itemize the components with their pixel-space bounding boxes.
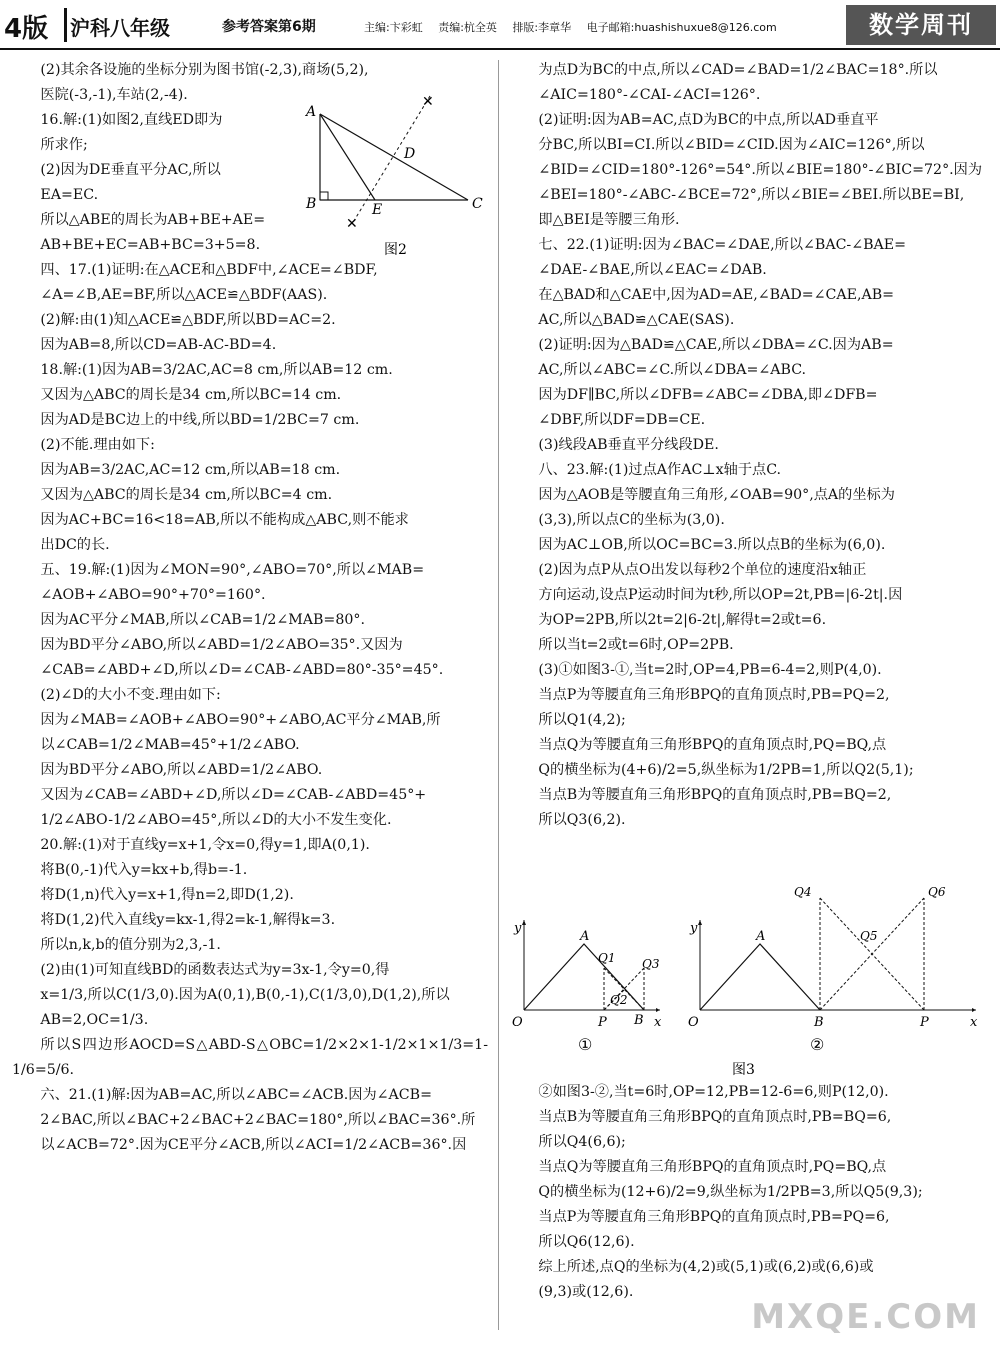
left-line: 因为AC平分∠MAB,所以∠CAB=1/2∠MAB=80°.: [40, 612, 365, 628]
left-line: (2)解:由(1)知△ACE≌△BDF,所以BD=AC=2.: [40, 312, 336, 328]
right-column-bottom: [510, 1080, 986, 1305]
left-line: 18.解:(1)因为AB=3/2AC,AC=8 cm,所以AB=12 cm.: [40, 362, 393, 378]
watermark: MXQE.COM: [751, 1297, 980, 1337]
fig3-2-q6: Q6: [928, 885, 946, 899]
fig3-2-y: y: [690, 921, 698, 936]
right-line: 即△BEI是等腰三角形.: [538, 212, 680, 228]
layout-editor: 排版:李章华: [512, 21, 572, 34]
right-line: 因为AC⊥OB,所以OC=BC=3.所以点B的坐标为(6,0).: [538, 537, 886, 553]
fig3-1-o: O: [512, 1015, 523, 1030]
right-line: 所以当t=2或t=6时,OP=2PB.: [538, 637, 734, 653]
fig3-2-caption: ②: [810, 1035, 825, 1054]
page-header: [0, 0, 1000, 52]
left-line: 因为AB=8,所以CD=AB-AC-BD=4.: [40, 337, 277, 353]
right-line: 当点B为等腰直角三角形BPQ的直角顶点时,PB=BQ=2,: [538, 787, 892, 803]
right-line: 因为DF∥BC,所以∠DFB=∠ABC=∠DBA,即∠DFB=: [538, 387, 878, 403]
left-line: 20.解:(1)对于直线y=x+1,令x=0,得y=1,即A(0,1).: [40, 837, 370, 853]
left-line: (2)∠D的大小不变.理由如下:: [40, 687, 221, 703]
left-line: EA=EC.: [40, 187, 99, 203]
left-line: 五、19.解:(1)因为∠MON=90°,∠ABO=70°,所以∠MAB=: [40, 562, 425, 578]
right-line: ∠DBF,所以DF=DB=CE.: [538, 412, 706, 428]
left-line: 将D(1,n)代入y=x+1,得n=2,即D(1,2).: [40, 887, 294, 903]
figure-2: [300, 92, 496, 262]
fig3-2-p: P: [920, 1015, 929, 1030]
fig3-caption: 图3: [732, 1062, 755, 1078]
right-line: (3)线段AB垂直平分线段DE.: [538, 437, 719, 453]
figure-3: [510, 880, 986, 1080]
right2-line: 当点P为等腰直角三角形BPQ的直角顶点时,PB=PQ=6,: [538, 1209, 890, 1225]
staff-info: [364, 19, 789, 35]
figure-3-1: [512, 920, 662, 1054]
fig2-label-e: E: [372, 202, 383, 218]
fig2-label-d: D: [404, 146, 416, 162]
issue-label: 参考答案第6期: [222, 19, 316, 35]
left-line: 因为∠MAB=∠AOB+∠ABO=90°+∠ABO,AC平分∠MAB,所: [40, 712, 441, 728]
left-line: 医院(-3,-1),车站(2,-4).: [40, 87, 188, 103]
left-line: (2)不能.理由如下:: [40, 437, 155, 453]
left-line: 又因为△ABC的周长是34 cm,所以BC=4 cm.: [40, 487, 333, 503]
fig3-1-x: x: [654, 1015, 662, 1030]
left-line: ∠AOB+∠ABO=90°+70°=160°.: [40, 587, 266, 603]
right-line: 所以Q3(6,2).: [538, 812, 626, 828]
fig3-2-a: A: [756, 929, 766, 944]
fig3-1-q1: Q1: [598, 951, 616, 965]
right2-line: 所以Q4(6,6);: [538, 1134, 626, 1150]
left-line: 将D(1,2)代入直线y=kx-1,得2=k-1,解得k=3.: [40, 912, 336, 928]
right-line: ∠BEI=180°-∠ABC-∠BCE=72°,所以∠BIE=∠BEI.所以BE=BI,: [538, 187, 965, 203]
right-line: 为OP=2PB,所以2t=2|6-2t|,解得t=2或t=6.: [538, 612, 827, 628]
right2-line: Q的横坐标为(12+6)/2=9,纵坐标为1/2PB=3,所以Q5(9,3);: [538, 1184, 923, 1200]
left-line: ∠A=∠B,AE=BF,所以△ACE≌△BDF(AAS).: [40, 287, 328, 303]
right-line: (2)证明:因为△BAD≌△CAE,所以∠DBA=∠C.因为AB=: [538, 337, 894, 353]
left-line: 将B(0,-1)代入y=kx+b,得b=-1.: [40, 862, 248, 878]
left-line: AB+BE+EC=AB+BC=3+5=8.: [40, 237, 261, 253]
edition-label: 4版: [4, 14, 49, 44]
right-line: ∠BID=∠CID=180°-126°=54°.所以∠BIE=180°-∠BIC=72°.因为: [538, 162, 983, 178]
column-divider: [498, 60, 499, 1330]
fig2-label-c: C: [472, 196, 483, 212]
svg-text:✕: ✕: [422, 94, 434, 110]
right-column: [510, 58, 986, 833]
fig3-1-caption: ①: [578, 1035, 593, 1054]
left-line: 所以n,k,b的值分别为2,3,-1.: [40, 937, 221, 953]
header-separator: [64, 8, 67, 42]
fig3-2-b: B: [814, 1015, 824, 1030]
fig3-1-p: P: [598, 1015, 607, 1030]
left-line: (2)其余各设施的坐标分别为图书馆(-2,3),商场(5,2),: [40, 62, 369, 78]
left-line: 四、17.(1)证明:在△ACE和△BDF中,∠ACE=∠BDF,: [40, 262, 378, 278]
left-line: ∠CAB=∠ABD+∠D,所以∠D=∠CAB-∠ABD=80°-35°=45°.: [40, 662, 444, 678]
right2-line: (9,3)或(12,6).: [538, 1284, 634, 1300]
right-line: ∠AIC=180°-∠CAI-∠ACI=126°.: [538, 87, 761, 103]
right-line: 七、22.(1)证明:因为∠BAC=∠DAE,所以∠BAC-∠BAE=: [538, 237, 907, 253]
right-line: 分BC,所以BI=CI.所以∠BID=∠CID.因为∠AIC=126°,所以: [538, 137, 925, 153]
right-line: 在△BAD和△CAE中,因为AD=AE,∠BAD=∠CAE,AB=: [538, 287, 895, 303]
right-line: (3)①如图3-①,当t=2时,OP=4,PB=6-4=2,则P(4,0).: [538, 662, 882, 678]
right2-line: 综上所述,点Q的坐标为(4,2)或(5,1)或(6,2)或(6,6)或: [538, 1259, 874, 1275]
left-line: (2)由(1)可知直线BD的函数表达式为y=3x-1,令y=0,得: [40, 962, 390, 978]
left-line: 所求作;: [40, 137, 88, 153]
right-line: 八、23.解:(1)过点A作AC⊥x轴于点C.: [538, 462, 782, 478]
left-line: 以∠ACB=72°.因为CE平分∠ACB,所以∠ACI=1/2∠ACB=36°.因: [40, 1137, 467, 1153]
fig3-1-b: B: [634, 1013, 644, 1028]
left-line: 出DC的长.: [40, 537, 110, 553]
grade-label: 沪科八年级: [70, 16, 170, 40]
fig3-2-x: x: [970, 1015, 978, 1030]
left-line: (2)因为DE垂直平分AC,所以: [40, 162, 221, 178]
left-line: 因为BD平分∠ABO,所以∠ABD=1/2∠ABO=35°.又因为: [40, 637, 403, 653]
right-line: Q的横坐标为(4+6)/2=5,纵坐标为1/2PB=1,所以Q2(5,1);: [538, 762, 914, 778]
header-rule: [0, 48, 1000, 50]
left-line: 1/2∠ABO-1/2∠ABO=45°,所以∠D的大小不发生变化.: [40, 812, 392, 828]
right-line: AC,所以∠ABC=∠C.所以∠DBA=∠ABC.: [538, 362, 807, 378]
right-line: 所以Q1(4,2);: [538, 712, 626, 728]
right2-line: ②如图3-②,当t=6时,OP=12,PB=12-6=6,则P(12,0).: [538, 1084, 889, 1100]
right-line: 因为△AOB是等腰直角三角形,∠OAB=90°,点A的坐标为: [538, 487, 895, 503]
fig2-caption: 图2: [384, 242, 407, 258]
left-line: 16.解:(1)如图2,直线ED即为: [40, 112, 223, 128]
left-line: 因为AC+BC=16<18=AB,所以不能构成△ABC,则不能求: [40, 512, 409, 528]
right-line: (2)因为点P从点O出发以每秒2个单位的速度沿x轴正: [538, 562, 867, 578]
left-line: 以∠CAB=1/2∠MAB=45°+1/2∠ABO.: [40, 737, 300, 753]
right-line: 当点Q为等腰直角三角形BPQ的直角顶点时,PQ=BQ,点: [538, 737, 887, 753]
right2-line: 当点Q为等腰直角三角形BPQ的直角顶点时,PQ=BQ,点: [538, 1159, 887, 1175]
fig3-1-q2: Q2: [610, 993, 628, 1007]
fig3-1-y: y: [514, 921, 522, 936]
fig3-2-q4: Q4: [794, 885, 812, 899]
email: 电子邮箱:huashishuxue8@126.com: [586, 21, 777, 34]
right-line: 当点P为等腰直角三角形BPQ的直角顶点时,PB=PQ=2,: [538, 687, 890, 703]
left-line: 六、21.(1)解:因为AB=AC,所以∠ABC=∠ACB.因为∠ACB=: [40, 1087, 432, 1103]
fig3-2-q5: Q5: [860, 929, 878, 943]
left-line: 因为AB=3/2AC,AC=12 cm,所以AB=18 cm.: [40, 462, 341, 478]
left-line: 因为BD平分∠ABO,所以∠ABD=1/2∠ABO.: [40, 762, 323, 778]
brand-logo: 数学周刊: [846, 5, 996, 45]
right-line: (2)证明:因为AB=AC,点D为BC的中点,所以AD垂直平: [538, 112, 879, 128]
right2-line: 所以Q6(12,6).: [538, 1234, 635, 1250]
right2-line: 当点B为等腰直角三角形BPQ的直角顶点时,PB=BQ=6,: [538, 1109, 892, 1125]
left-line: 所以S四边形AOCD=S△ABD-S△OBC=1/2×2×1-1/2×1×1/3=1-1/6=5/6.: [12, 1037, 488, 1078]
responsible-editor: 责编:杭全英: [438, 21, 497, 34]
fig2-label-a: A: [306, 104, 317, 120]
right-line: ∠DAE-∠BAE,所以∠EAC=∠DAB.: [538, 262, 767, 278]
fig3-1-a: A: [580, 929, 590, 944]
left-line: x=1/3,所以C(1/3,0).因为A(0,1),B(0,-1),C(1/3,0),D(1,2),所以: [40, 987, 450, 1003]
fig3-2-o: O: [688, 1015, 699, 1030]
svg-text:✕: ✕: [346, 216, 358, 232]
figure-3-2: [688, 885, 978, 1054]
left-line: 又因为∠CAB=∠ABD+∠D,所以∠D=∠CAB-∠ABD=45°+: [40, 787, 427, 803]
left-line: 又因为△ABC的周长是34 cm,所以BC=14 cm.: [40, 387, 342, 403]
chief-editor: 主编:卞彩虹: [364, 21, 423, 34]
right-line: 为点D为BC的中点,所以∠CAD=∠BAD=1/2∠BAC=18°.所以: [538, 62, 938, 78]
right-line: (3,3),所以点C的坐标为(3,0).: [538, 512, 725, 528]
left-line: 因为AD是BC边上的中线,所以BD=1/2BC=7 cm.: [40, 412, 360, 428]
left-line: AB=2,OC=1/3.: [40, 1012, 149, 1028]
left-line: 所以△ABE的周长为AB+BE+AE=: [40, 212, 266, 228]
fig2-label-b: B: [306, 196, 317, 212]
left-line: 2∠BAC,所以∠BAC+2∠BAC+2∠BAC=180°,所以∠BAC=36°.所: [40, 1112, 476, 1128]
right-line: AC,所以△BAD≌△CAE(SAS).: [538, 312, 735, 328]
fig3-1-q3: Q3: [642, 957, 660, 971]
right-line: 方向运动,设点P运动时间为t秒,所以OP=2t,PB=|6-2t|.因: [538, 587, 903, 603]
